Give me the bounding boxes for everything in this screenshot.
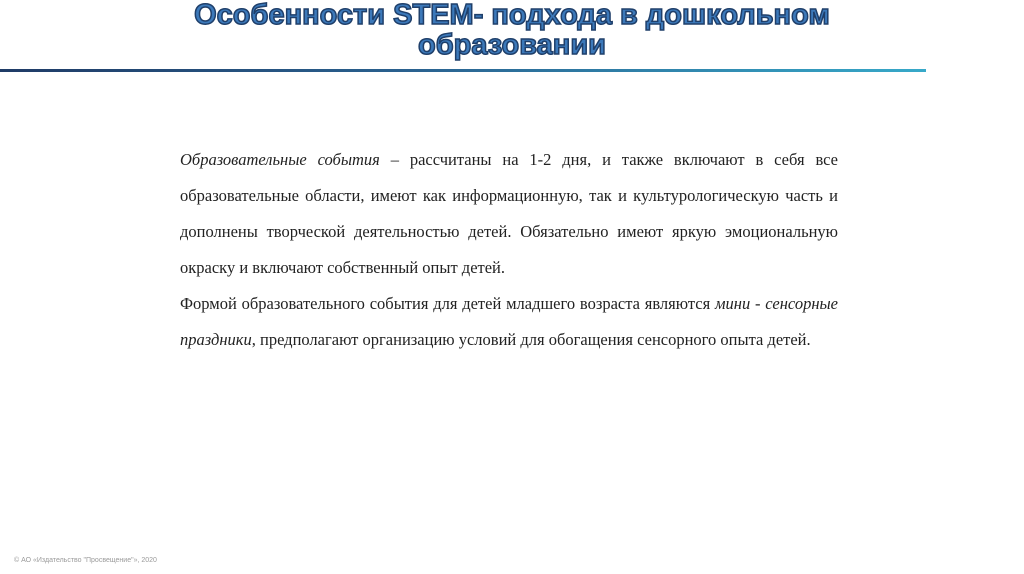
slide-title-line-1: Особенности STEM- подхода в дошкольном <box>194 0 830 31</box>
slide-body <box>180 142 838 358</box>
paragraph-mini-holidays-text-after: , предполагают организацию условий для обогащения сенсорного опыта детей. <box>251 330 811 349</box>
term-educational-events: Образовательные события <box>180 150 380 169</box>
slide-title-line-2: образовании <box>418 29 606 61</box>
paragraph-mini-holidays-text-before: Формой образовательного события для детей младшего возраста являются <box>180 294 715 313</box>
title-divider <box>0 69 926 72</box>
slide-title <box>0 0 1024 60</box>
paragraph-educational-events-text: – рассчитаны на 1-2 дня, и также включают в себя все образовательные области, имеют как информационную, так и культурологическую часть и дополнены творческой деятельностью детей. Обязательно имеют яркую эмоциональную окраску и включают собственный опыт детей. <box>180 150 838 277</box>
paragraph-mini-holidays <box>180 286 838 358</box>
copyright-footer: © АО «Издательство "Просвещение"», 2020 <box>14 557 157 564</box>
term-mini-sensory-holidays: мини - сенсорные праздники <box>180 294 839 349</box>
paragraph-educational-events <box>180 142 838 286</box>
